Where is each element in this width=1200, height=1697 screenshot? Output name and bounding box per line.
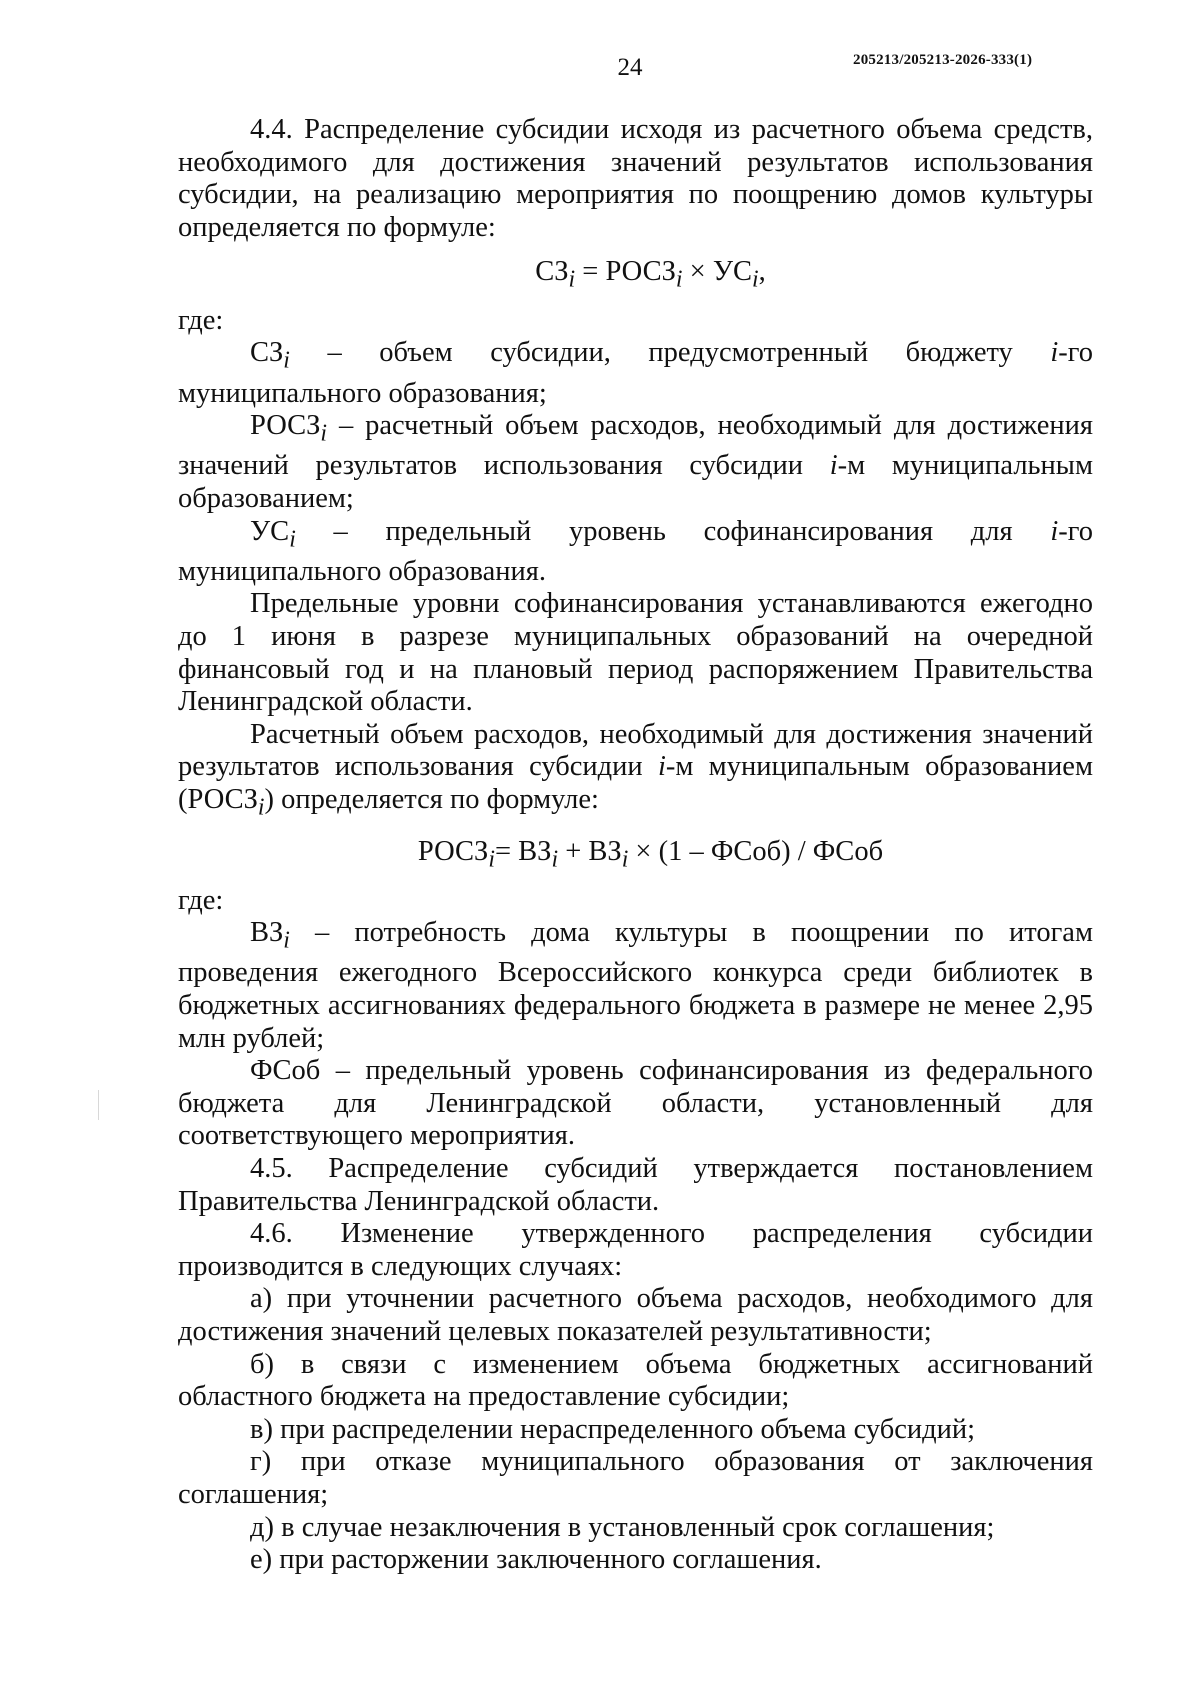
- definition-vz: [178, 917, 1093, 1055]
- definition-text: – объем субсидии, предусмотренный бюджету: [289, 337, 1051, 369]
- document-body: [178, 114, 1093, 1577]
- formula-subsidy: [178, 256, 1093, 296]
- definition-text: -го муниципального образования.: [178, 515, 1093, 587]
- where-label: где:: [178, 304, 224, 336]
- index-i: i: [829, 450, 838, 482]
- definition-text: – расчетный объем расходов, необходимый для достижения значений результатов использования субсидии: [178, 410, 1093, 482]
- formula-term: = РОСЗ: [575, 256, 676, 288]
- formula-term: + ВЗ: [558, 836, 622, 868]
- index-i: i: [1050, 337, 1059, 369]
- term: ВЗ: [250, 917, 284, 949]
- index-i: i: [568, 267, 576, 294]
- index-i: i: [1050, 515, 1059, 547]
- term: РОСЗ: [250, 410, 321, 442]
- list-item: б) в связи с изменением объема бюджетных ассигнований областного бюджета на предоставление субсидии;: [178, 1348, 1093, 1413]
- index-i: i: [283, 347, 290, 374]
- formula-term: ,: [758, 256, 766, 288]
- definition-sz: [178, 337, 1093, 410]
- page-number: 24: [617, 54, 643, 81]
- index-i: i: [289, 526, 296, 553]
- index-i: i: [752, 267, 759, 294]
- document-code: 205213/205213-2026-333(1): [853, 52, 1033, 68]
- definition-fsob: ФСоб – предельный уровень софинансирования из федерального бюджета для Ленинградской области, установленный для соответствующего мероприятия.: [178, 1055, 1093, 1152]
- index-i: i: [657, 751, 666, 783]
- paragraph-text: -м муниципальным образованием (РОСЗ: [178, 751, 1093, 816]
- paragraph-4-6: 4.6. Изменение утвержденного распределения субсидии производится в следующих случаях:: [178, 1218, 1093, 1282]
- index-i: i: [320, 420, 328, 447]
- formula-rosz: [178, 836, 1093, 876]
- formula-term: СЗ: [535, 256, 569, 288]
- list-item: е) при расторжении заключенного соглашения.: [250, 1544, 822, 1576]
- paragraph-text: Расчетный объем расходов, необходимый для достижения значений результатов использования субсидии: [178, 718, 1093, 783]
- list-item: д) в случае незаключения в установленный срок соглашения;: [250, 1511, 995, 1543]
- paragraph-rosz: [178, 719, 1093, 824]
- list-item: г) при отказе муниципального образования от заключения соглашения;: [178, 1446, 1093, 1510]
- scan-artifact: [98, 1090, 99, 1120]
- index-i: i: [488, 847, 495, 873]
- paragraph-4-5: 4.5. Распределение субсидий утверждается постановлением Правительства Ленинградской области.: [178, 1153, 1093, 1217]
- definition-us: [178, 516, 1093, 589]
- index-i: i: [621, 847, 629, 873]
- list-item: а) при уточнении расчетного объема расходов, необходимого для достижения значений целевых показателей результативности;: [178, 1283, 1093, 1347]
- formula-term: = ВЗ: [494, 836, 552, 868]
- paragraph-limits: Предельные уровни софинансирования устанавливаются ежегодно до 1 июня в разрезе муниципальных образований на очередной финансовый год и на плановый период распоряжением Правительства Ленинградской области.: [178, 588, 1093, 718]
- index-i: i: [257, 794, 265, 821]
- definition-text: -м муниципальным образованием;: [178, 450, 1093, 514]
- formula-term: × УС: [682, 256, 753, 288]
- definition-rosz: [178, 410, 1093, 515]
- term: СЗ: [250, 337, 284, 369]
- definition-text: – потребность дома культуры в поощрении по итогам проведения ежегодного Всероссийского конкурса среди библиотек в бюджетных ассигнованиях федерального бюджета в размере не менее 2,95 млн рублей;: [178, 917, 1093, 1054]
- index-i: i: [283, 927, 290, 954]
- definition-text: -го муниципального образования;: [178, 337, 1093, 409]
- formula-term: × (1 – ФСоб) / ФСоб: [628, 836, 884, 868]
- paragraph-4-4: 4.4. Распределение субсидии исходя из расчетного объема средств, необходимого для достижения значений результатов использования субсидии, на реализацию мероприятия по поощрению домов культуры определяется по формуле:: [178, 114, 1093, 243]
- definition-text: – предельный уровень софинансирования для: [295, 515, 1051, 547]
- list-item: в) при распределении нераспределенного объема субсидий;: [250, 1413, 976, 1445]
- index-i: i: [551, 847, 559, 873]
- term: УС: [250, 515, 290, 547]
- formula-term: РОСЗ: [417, 836, 489, 868]
- index-i: i: [675, 267, 683, 294]
- paragraph-text: ) определяется по формуле:: [264, 784, 599, 816]
- where-label: где:: [178, 884, 224, 916]
